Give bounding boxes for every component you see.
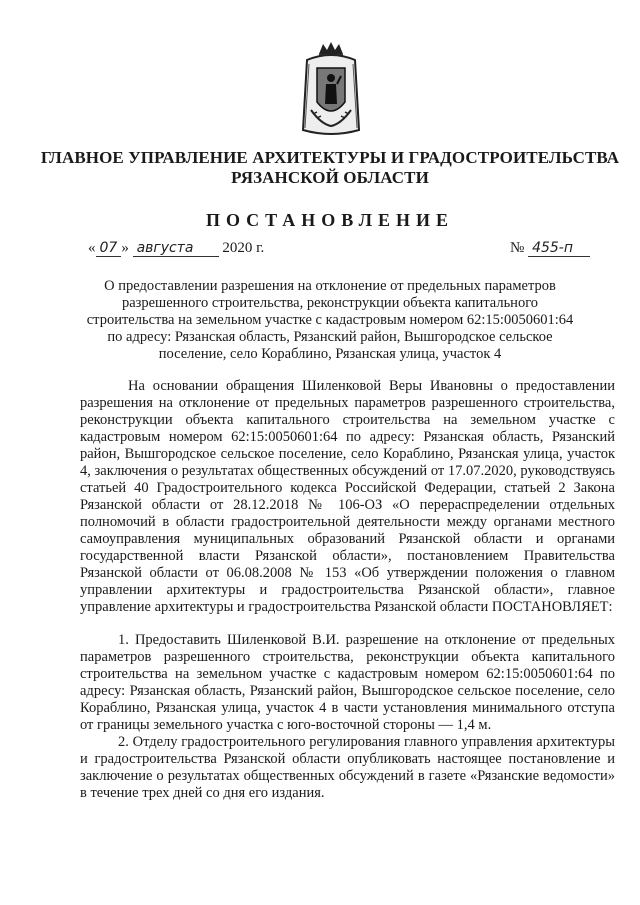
date-day: 07 [96, 240, 122, 257]
org-line-1: ГЛАВНОЕ УПРАВЛЕНИЕ АРХИТЕКТУРЫ И ГРАДОСТРОИТЕЛЬСТВА [40, 148, 620, 167]
preamble-paragraph: На основании обращения Шиленковой Веры Ивановны о предоставлении разрешения на отклонение от предельных параметров разрешенного строительства, реконструкции объекта капитального строительства на земельном участке с кадастровым номером 62:15:0050601:64 по адресу: Рязанская область, Рязанский район, Вышгородское сельское поселение, село Кораблино, Рязанская улица, участок 4, заключения о результатах общественных обсуждений от 17.07.2020, руководствуясь статьей 40 Градостроительного кодекса Российской Федерации, статьей 2 Закона Рязанской области от 28.12.2018 № 106-ОЗ «О перераспределении отдельных полномочий в области градостроительной деятельности между органами местного самоуправления муниципальных образований Рязанской области и органами государственной власти Рязанской области», постановлением Правительства Рязанской области от 06.08.2008 № 153 «Об утверждении положения о главном управлении архитектуры и градостроительства Рязанской области», главное управление архитектуры и градостроительства Рязанской области ПОСТАНОВЛЯЕТ: [80, 378, 615, 615]
document-subject: О предоставлении разрешения на отклонение от предельных параметров разрешенного строительства, реконструкции объекта капитального строительства на земельном участке с кадастровым номером 62:15:0050601:64 по адресу: Рязанская область, Рязанский район, Вышгородское сельское поселение, село Кораблино, Рязанская улица, участок 4 [86, 278, 574, 362]
document-body [80, 378, 615, 802]
document-number [510, 240, 590, 257]
resolution-item-2: 2. Отделу градостроительного регулирования главного управления архитектуры и градостроительства Рязанской области опубликовать настоящее постановление и заключение о результатах общественных обсуждений в газете «Рязанские ведомости» в течение трех дней со дня его издания. [80, 734, 615, 801]
org-line-2: РЯЗАНСКОЙ ОБЛАСТИ [231, 168, 429, 187]
document-type: ПОСТАНОВЛЕНИЕ [205, 210, 455, 230]
number-label: № [510, 240, 525, 256]
date-close-quote: » [121, 240, 129, 256]
resolution-item-1: 1. Предоставить Шиленковой В.И. разрешение на отклонение от предельных параметров разрешенного строительства, реконструкции объекта капитального строительства на земельном участке с кадастровым номером 62:15:0050601:64 по адресу: Рязанская область, Рязанский район, Вышгородское сельское поселение, село Кораблино, Рязанская улица, участок 4 в части установления минимального отступа от границы земельного участка с юго-восточной стороны — 1,4 м. [80, 632, 615, 733]
date-year: 2020 г. [222, 240, 265, 256]
document-date [88, 240, 264, 257]
number-value: 455-п [528, 240, 590, 257]
date-open-quote: « [88, 240, 96, 256]
date-month: августа [133, 240, 219, 257]
coat-of-arms-icon [297, 40, 365, 140]
organization-name [40, 148, 620, 188]
